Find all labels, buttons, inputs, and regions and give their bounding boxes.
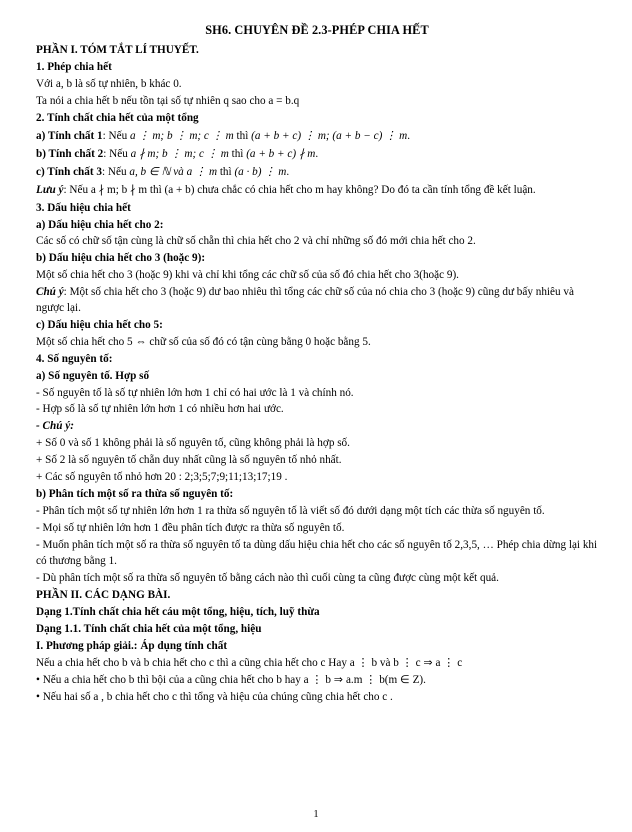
note-luu-y <box>36 183 598 198</box>
section-4a-heading: a) Số nguyên tố. Hợp số <box>36 369 150 382</box>
section-4-heading: 4. Số nguyên tố: <box>36 352 113 365</box>
note-luu-y-label: Lưu ý <box>36 183 64 196</box>
section-4a-item-1: - Số nguyên tố là số tự nhiên lớn hơn 1 chỉ có hai ước là 1 và chính nó. <box>36 386 354 399</box>
property-3-line: c) Tính chất 3: Nếu a, b ∈ ℕ và a ⋮ m thì (a · b) ⋮ m. <box>36 165 290 178</box>
section-4b-item-1: - Phân tích một số tự nhiên lớn hơn 1 ra thừa số nguyên tố là viết số đó dưới dạng một tích các thừa số nguyên tố. <box>36 505 545 518</box>
property-2-line: b) Tính chất 2: Nếu a ∤ m; b ⋮ m; c ⋮ m thì (a + b + c) ∤ m. <box>36 147 319 160</box>
section-2-heading: 2. Tính chất chia hết của một tổng <box>36 111 199 124</box>
method-heading-line <box>36 639 598 654</box>
section-3a-text: Các số có chữ số tận cùng là chữ số chẵn thì chia hết cho 2 và chỉ những số đó mới chia hết cho 2. <box>36 235 476 248</box>
section-4-chu-y-heading: - Chú ý: <box>36 420 74 433</box>
note-chu-y <box>36 285 598 316</box>
section-4b-item-3: - Muốn phân tích một số ra thừa số nguyên tố ta dùng dấu hiệu chia hết cho các số nguyên tố 2,3,5, … Phép chia dừng lại khi có thương bằng 1. <box>36 539 598 567</box>
property-2-text: : Nếu <box>103 147 128 160</box>
property-3-math-1: a, b ∈ ℕ và a ⋮ m <box>129 165 218 178</box>
method-heading: I. Phương pháp giải. <box>36 640 134 653</box>
note-luu-y-text: : Nếu a ∤ m; b ∤ m thì (a + b) chưa chắc có chia hết cho m hay không? Do đó ta cần tính tổng đề kết luận. <box>63 183 536 196</box>
section-1-line-2: Ta nói a chia hết b nếu tồn tại số tự nhiên q sao cho a = b.q <box>36 94 300 107</box>
page-title: SH6. CHUYÊN ĐỀ 2.3-PHÉP CHIA HẾT <box>205 23 429 37</box>
property-3-text: : Nếu <box>102 165 127 178</box>
property-1-text: : Nếu <box>102 129 128 142</box>
method-line-1: Nếu a chia hết cho b và b chia hết cho c thì a cũng chia hết cho c Hay a ⋮ b và b ⋮ c ⇒ a ⋮ c <box>36 657 463 670</box>
section-4-chu-y-item-3: + Các số nguyên tố nhỏ hơn 20 : 2;3;5;7;9;11;13;17;19 . <box>36 471 288 484</box>
dang-1-heading: Dạng 1.Tính chất chia hết cáu một tổng, hiệu, tích, luỹ thừa <box>36 606 320 619</box>
note-chu-y-label: Chú ý <box>36 286 64 299</box>
section-1-line-1: Với a, b là số tự nhiên, b khác 0. <box>36 77 182 90</box>
note-chu-y-text: : Một số chia hết cho 3 (hoặc 9) dư bao nhiêu thì tổng các chữ số của nó chia cho 3 (hoặc 9) cũng dư bấy nhiêu và ngược lại. <box>36 286 574 314</box>
property-2-label: b) Tính chất 2 <box>36 147 104 160</box>
property-2-then: thì <box>231 147 244 160</box>
section-4b-heading: b) Phân tích một số ra thừa số nguyên tố: <box>36 488 234 501</box>
section-3c-heading: c) Dấu hiệu chia hết cho 5: <box>36 318 163 331</box>
method-line-3: • Nếu hai số a , b chia hết cho c thì tổng và hiệu của chúng cũng chia hết cho c . <box>36 691 393 704</box>
property-3-math-2: (a · b) ⋮ m <box>234 165 287 178</box>
property-1-label: a) Tính chất 1 <box>36 129 103 142</box>
section-3c-text: Một số chia hết cho 5 ⇔ chữ số của số đó có tận cùng bằng 0 hoặc bằng 5. <box>36 335 371 348</box>
part-1-heading: PHẦN I. TÓM TẮT LÍ THUYẾT. <box>36 43 199 56</box>
property-1-math-1: a ⋮ m; b ⋮ m; c ⋮ m <box>129 129 234 142</box>
section-3a-heading: a) Dấu hiệu chia hết cho 2: <box>36 218 164 231</box>
property-3-then: thì <box>219 165 232 178</box>
dang-1-1-heading: Dạng 1.1. Tính chất chia hết của một tổng, hiệu <box>36 623 262 636</box>
section-3b-text: Một số chia hết cho 3 (hoặc 9) khi và chỉ khi tổng các chữ số của số đó chia hết cho 3(hoặc 9). <box>36 269 459 282</box>
section-4b-item-2: - Mọi số tự nhiên lớn hơn 1 đều phân tích được ra thừa số nguyên tố. <box>36 522 345 535</box>
section-3-heading: 3. Dấu hiệu chia hết <box>36 201 131 214</box>
section-4-chu-y-item-2: + Số 2 là số nguyên tố chẵn duy nhất cũng là số nguyên tố nhỏ nhất. <box>36 454 342 467</box>
part-2-heading: PHẦN II. CÁC DẠNG BÀI. <box>36 589 171 602</box>
section-4-chu-y-item-1: + Số 0 và số 1 không phải là số nguyên tố, cũng không phải là hợp số. <box>36 437 350 450</box>
section-3b-heading: b) Dấu hiệu chia hết cho 3 (hoặc 9): <box>36 252 206 265</box>
property-1-math-2: (a + b + c) ⋮ m; (a + b − c) ⋮ m <box>251 129 408 142</box>
property-2-math-2: (a + b + c) ∤ m <box>246 147 316 160</box>
property-1-then: thì <box>236 129 249 142</box>
section-1-heading: 1. Phép chia hết <box>36 60 112 73</box>
method-line-2: • Nếu a chia hết cho b thì bội của a cũng chia hết cho b hay a ⋮ b ⇒ a.m ⋮ b(m ∈ Z). <box>36 674 426 687</box>
property-2-math-1: a ∤ m; b ⋮ m; c ⋮ m <box>130 147 229 160</box>
section-4b-item-4: - Dù phân tích một số ra thừa số nguyên tố bằng cách nào thì cuối cùng ta cũng được cùng một kết quả. <box>36 571 499 584</box>
page-number: 1 <box>313 808 319 820</box>
property-1-line: a) Tính chất 1: Nếu a ⋮ m; b ⋮ m; c ⋮ m thì (a + b + c) ⋮ m; (a + b − c) ⋮ m. <box>36 129 410 142</box>
section-4a-item-2: - Hợp số là số tự nhiên lớn hơn 1 có nhiều hơn hai ước. <box>36 403 284 416</box>
method-heading-rest: : Áp dụng tính chất <box>133 640 228 653</box>
property-3-label: c) Tính chất 3 <box>36 165 102 178</box>
